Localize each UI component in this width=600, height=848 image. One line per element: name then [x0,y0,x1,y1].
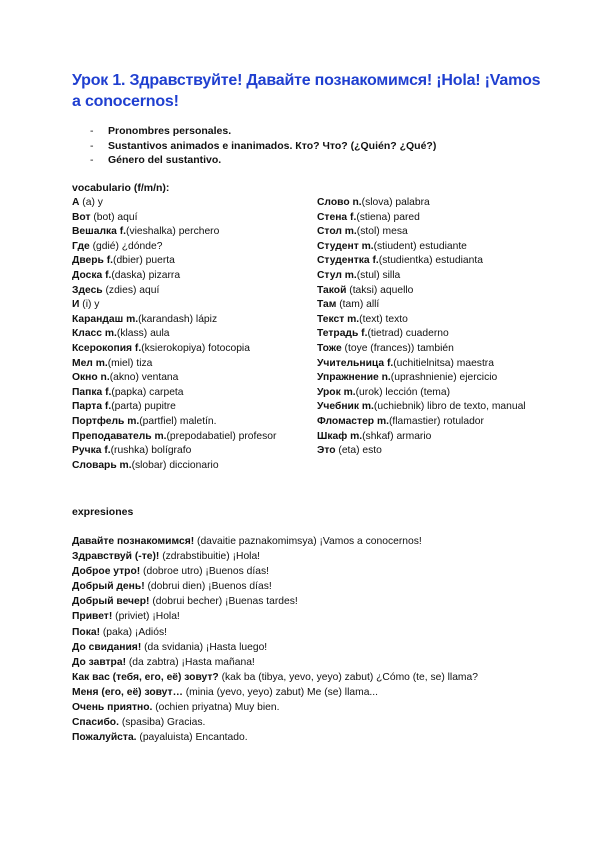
translation: (spasiba) Gracias. [118,717,206,729]
term: Мел m. [72,357,108,369]
translation: (studientka) estudianta [378,255,483,267]
term: Папка f. [72,386,112,398]
vocab-entry [72,444,312,459]
term: Урок m. [317,386,356,398]
translation: (eta) esto [335,445,382,457]
term: Шкаф m. [317,430,363,442]
translation: (text) texto [359,313,408,325]
term: Портфель m. [72,415,140,427]
term: Доброе утро! [72,566,141,578]
translation: (ochien priyatna) Muy bien. [152,702,280,714]
term: Окно n. [72,372,110,384]
vocab-entry [72,225,312,240]
translation: (tam) allí [336,299,380,311]
translation: (bot) aquí [90,211,138,223]
topic-marker: - [90,139,94,152]
term: Дверь f. [72,255,114,267]
term: Где [72,240,90,252]
term: Упражнение n. [317,372,391,384]
term: Спасибо. [72,717,119,729]
term: Это [317,445,336,457]
translation: (karandash) lápiz [138,313,218,325]
vocab-entry [317,371,532,386]
expression-entry [72,700,542,715]
term: Слово n. [317,197,362,208]
term: Фломастер m. [317,415,389,427]
translation: (stiena) pared [356,211,420,223]
expression-entry [72,534,542,549]
expression-entry [72,685,542,700]
term: Стена f. [317,211,357,223]
term: До свидания! [72,641,142,653]
expression-entry [72,609,542,624]
translation: (prepodabatiel) profesor [166,430,277,442]
translation: (tietrad) cuaderno [367,328,449,340]
translation: (slobar) diccionario [131,459,219,471]
translation: (partfiel) maletín. [139,415,217,427]
lesson-title: Урок 1. Здравствуйте! Давайте познакомимся! ¡Hola! ¡Vamos a conocernos! [72,72,541,110]
vocabulary-list-left [72,196,312,473]
translation: (toye (frances)) también [341,342,454,354]
vocab-entry [72,240,312,255]
translation: (dbier) puerta [113,255,175,267]
vocab-entry [317,284,532,299]
expression-entry [72,640,542,655]
term: Парта f. [72,401,112,413]
translation: (papka) carpeta [111,386,184,398]
translation: (uprashnienie) ejercicio [390,372,498,384]
translation: (zdrabstibuitie) ¡Hola! [159,551,261,563]
expression-entry [72,579,542,594]
term: Меня (его, её) зовут… [72,686,183,698]
term: Здесь [72,284,103,296]
term: Тетрадь f. [317,328,368,340]
translation: (miel) tiza [107,357,153,369]
vocab-entry [317,240,532,255]
translation: (taksi) aquello [346,284,414,296]
vocab-entry [72,196,312,211]
expression-entry [72,730,542,745]
vocab-entry [317,327,532,342]
translation: (stol) mesa [356,226,408,238]
term: Давайте познакомимся! [72,536,195,547]
vocab-entry [317,254,532,269]
term: Текст m. [317,313,360,325]
term: Привет! [72,611,113,623]
expressions-heading: expresiones [72,506,134,518]
term: Ручка f. [72,445,111,457]
term: Учительница f. [317,357,394,369]
term: Вешалка f. [72,226,127,238]
vocab-entry [317,313,532,328]
translation: (uchiebnik) libro de texto, manual [373,401,526,413]
translation: (parta) pupitre [111,401,176,413]
translation: (flamastier) rotulador [388,415,484,427]
expressions-list [72,534,542,745]
term: Такой [317,284,347,296]
translation: (vieshalka) perchero [126,226,220,238]
vocab-entry [72,459,312,474]
translation: (minia (yevo, yeyo) zabut) Me (se) llama... [182,686,378,698]
term: Учебник m. [317,401,374,413]
term: Студент m. [317,240,374,252]
translation: (daska) pizarra [111,269,181,281]
translation: (priviet) ¡Hola! [112,611,180,623]
term: Преподаватель m. [72,430,167,442]
translation: (da svidania) ¡Hasta luego! [141,641,268,653]
vocab-entry [72,357,312,372]
translation: (dobroe utro) ¡Buenos días! [140,566,269,578]
expression-entry [72,594,542,609]
translation: (stul) silla [356,269,401,281]
vocab-entry [317,415,532,430]
term: Добрый день! [72,581,145,593]
translation: (a) y [79,197,103,208]
translation: (akno) ventana [109,372,179,384]
vocab-entry [317,269,532,284]
translation: (dobrui becher) ¡Buenas tardes! [149,596,298,608]
translation: (slova) palabra [361,197,430,208]
vocab-entry [72,269,312,284]
vocab-entry [72,430,312,445]
translation: (ksierokopiya) fotocopia [141,342,250,354]
term: Пожалуйста. [72,732,137,744]
term: Здравствуй (-те)! [72,551,160,563]
translation: (rushka) bolígrafo [110,445,192,457]
topic-marker: - [90,154,94,166]
term: Стол m. [317,226,357,238]
translation: (kak ba (tibya, yevo, yeyo) zabut) ¿Cómo (te, se) llama? [218,671,478,683]
vocab-entry [317,430,532,445]
translation: (shkaf) armario [362,430,432,442]
vocab-entry [72,415,312,430]
topic-text: Sustantivos animados e inanimados. Кто? Что? (¿Quién? ¿Qué?) [108,139,437,152]
term: Ксерокопия f. [72,342,142,354]
term: Как вас (тебя, его, её) зовут? [72,671,219,683]
expression-entry [72,655,542,670]
vocab-entry [72,298,312,313]
translation: (stiudent) estudiante [373,240,467,252]
topic-marker: - [90,125,94,137]
expression-entry [72,564,542,579]
term: Вот [72,211,91,223]
vocab-entry [72,386,312,401]
translation: (paka) ¡Adiós! [100,626,167,638]
translation: (uchitielnitsa) maestra [393,357,494,369]
topic-item [90,139,436,154]
vocab-entry [72,284,312,299]
vocab-entry [317,400,532,415]
vocab-entry [317,196,532,211]
vocab-entry [72,254,312,269]
translation: (urok) lección (tema) [355,386,451,398]
topic-item [90,124,436,139]
translation: (zdies) aquí [102,284,160,296]
translation: (dobrui dien) ¡Buenos días! [144,581,272,593]
vocab-entry [72,342,312,357]
term: Класс m. [72,328,117,340]
expression-entry [72,625,542,640]
term: Доска f. [72,269,112,281]
term: Очень приятно. [72,702,153,714]
topics-list [90,124,436,168]
vocab-entry [317,225,532,240]
term: Добрый вечер! [72,596,150,608]
translation: (payaluista) Encantado. [136,732,248,744]
vocab-entry [72,211,312,226]
term: Карандаш m. [72,313,139,325]
vocab-entry [317,444,532,459]
topic-text: Género del sustantivo. [108,154,222,166]
term: Пока! [72,626,100,638]
vocabulary-heading: vocabulario (f/m/n): [72,182,170,194]
term: Словарь m. [72,459,132,471]
vocab-entry [72,371,312,386]
topic-text: Pronombres personales. [108,125,232,137]
term: Студентка f. [317,255,379,267]
term: А [72,197,80,208]
term: Стул m. [317,269,357,281]
vocab-entry [317,298,532,313]
translation: (gdié) ¿dónde? [89,240,163,252]
vocab-entry [72,327,312,342]
translation: (klass) aula [116,328,170,340]
term: До завтра! [72,656,127,668]
vocab-entry [317,211,532,226]
term: Там [317,299,337,311]
translation: (i) y [79,299,100,311]
translation: (davaitie paznakomimsya) ¡Vamos a conocernos! [194,536,422,547]
expression-entry [72,670,542,685]
vocab-entry [317,386,532,401]
vocab-entry [72,400,312,415]
term: И [72,299,80,311]
vocab-entry [317,357,532,372]
topic-item [90,153,436,168]
term: Тоже [317,342,342,354]
translation: (da zabtra) ¡Hasta mañana! [126,656,255,668]
vocabulary-list-right [317,196,532,459]
vocab-entry [317,342,532,357]
vocab-entry [72,313,312,328]
expression-entry [72,715,542,730]
expression-entry [72,549,542,564]
